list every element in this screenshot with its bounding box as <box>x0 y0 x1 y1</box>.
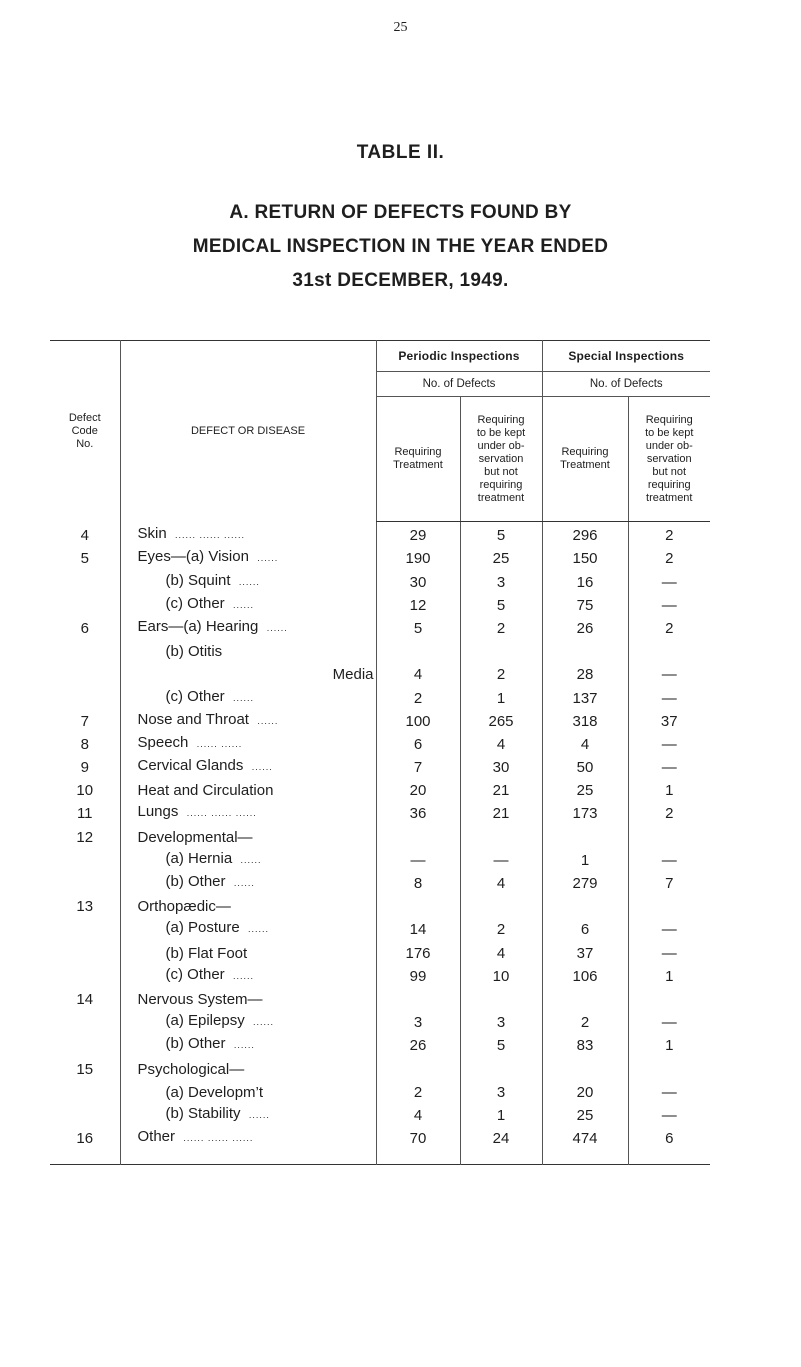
defect-name-text: Eyes—(a) Vision <box>137 548 249 566</box>
defect-name <box>120 916 376 939</box>
defect-name <box>120 708 376 731</box>
periodic-treatment-value: 20 <box>376 777 460 800</box>
table-row <box>50 615 710 638</box>
special-treatment-value <box>542 986 628 1009</box>
periodic-treatment-value: 2 <box>376 1079 460 1102</box>
page-number: 25 <box>393 20 408 35</box>
header-special-no-of-defects: No. of Defects <box>542 372 710 397</box>
leader-dots: ...... ...... ...... <box>175 530 246 541</box>
periodic-observation-value: 21 <box>460 777 542 800</box>
defect-code <box>50 916 120 939</box>
defect-name <box>120 731 376 754</box>
header-periodic-no-of-defects: No. of Defects <box>376 372 542 397</box>
periodic-observation-value: 1 <box>460 1102 542 1125</box>
defect-name <box>120 754 376 777</box>
special-treatment-value: 279 <box>542 870 628 893</box>
special-observation-value: — <box>628 661 710 684</box>
periodic-observation-value: 2 <box>460 615 542 638</box>
table-row <box>50 592 710 615</box>
defect-name-text: Nervous System— <box>137 990 263 1008</box>
header-periodic-observation: Requiring to be kept under ob- servation but not requiring treatment <box>460 397 542 522</box>
defect-code <box>50 638 120 661</box>
special-observation-value <box>628 986 710 1009</box>
defect-code: 5 <box>80 550 89 568</box>
header-special-inspections: Special Inspections <box>542 341 710 372</box>
defect-code <box>50 661 120 684</box>
defect-name-text: Developmental— <box>137 828 253 846</box>
defect-name <box>120 684 376 707</box>
defect-code: 13 <box>76 898 94 916</box>
header-special-observation: Requiring to be kept under ob- servation but not requiring treatment <box>628 397 710 522</box>
special-treatment-value: 296 <box>542 522 628 546</box>
special-treatment-value: 137 <box>542 684 628 707</box>
periodic-treatment-value: 26 <box>376 1032 460 1055</box>
leader-dots: ...... ...... ...... <box>183 1133 254 1144</box>
table-row <box>50 916 710 939</box>
defect-code <box>50 963 120 986</box>
defect-code: 7 <box>80 712 89 730</box>
special-treatment-value: 26 <box>542 615 628 638</box>
defect-name-text: Skin <box>137 525 167 543</box>
table-row <box>50 545 710 568</box>
special-treatment-value <box>542 823 628 846</box>
periodic-observation-value <box>460 986 542 1009</box>
defect-code <box>50 1079 120 1102</box>
leader-dots: ...... <box>233 970 255 981</box>
leader-dots: ...... <box>257 553 279 564</box>
defect-name-text: (b) Squint <box>165 571 231 589</box>
periodic-observation-value: — <box>460 847 542 870</box>
periodic-observation-value: 3 <box>460 1079 542 1102</box>
special-observation-value: 2 <box>628 522 710 546</box>
periodic-observation-value: 4 <box>460 731 542 754</box>
periodic-observation-value: 24 <box>460 1125 542 1165</box>
periodic-observation-value: 10 <box>460 963 542 986</box>
table-row <box>50 1055 710 1078</box>
defect-code: 9 <box>80 759 89 777</box>
defect-name <box>120 986 376 1009</box>
defect-code: 11 <box>76 805 93 823</box>
special-observation-value: 7 <box>628 870 710 893</box>
special-treatment-value: 25 <box>542 1102 628 1125</box>
defect-code <box>50 870 120 893</box>
special-treatment-value: 6 <box>542 916 628 939</box>
periodic-observation-value: 5 <box>460 592 542 615</box>
special-observation-value: 2 <box>628 615 710 638</box>
periodic-treatment-value: 190 <box>376 545 460 568</box>
leader-dots: ...... <box>233 599 255 610</box>
periodic-observation-value: 4 <box>460 939 542 962</box>
periodic-observation-value: 2 <box>460 661 542 684</box>
special-treatment-value: 474 <box>542 1125 628 1165</box>
defect-name <box>120 939 376 962</box>
header-disease: DEFECT OR DISEASE <box>120 341 376 522</box>
defect-name <box>120 638 376 661</box>
periodic-treatment-value <box>376 823 460 846</box>
periodic-treatment-value: 4 <box>376 1102 460 1125</box>
periodic-treatment-value: 29 <box>376 522 460 546</box>
periodic-observation-value: 5 <box>460 1032 542 1055</box>
defect-code <box>50 847 120 870</box>
table-row <box>50 1079 710 1102</box>
leader-dots: ...... ...... <box>196 738 243 749</box>
defect-name-text: Other <box>137 1128 176 1146</box>
defect-name-text: (a) Posture <box>165 919 240 937</box>
defect-name-text: (c) Other <box>165 594 225 612</box>
defect-name-text: (b) Other <box>165 873 226 890</box>
special-observation-value: — <box>628 1102 710 1125</box>
special-observation-value: — <box>628 847 710 870</box>
periodic-treatment-value <box>376 638 460 661</box>
subtitle-line: MEDICAL INSPECTION IN THE YEAR ENDED <box>192 236 609 257</box>
special-treatment-value: 1 <box>542 847 628 870</box>
defect-name <box>120 592 376 615</box>
special-observation-value: — <box>628 684 710 707</box>
defect-name <box>120 1032 376 1055</box>
table-row <box>50 777 710 800</box>
table-body <box>50 522 710 1165</box>
special-observation-value: 1 <box>628 777 710 800</box>
special-observation-value: — <box>628 916 710 939</box>
special-treatment-value <box>542 638 628 661</box>
defect-name-text: (a) Developm’t <box>165 1083 264 1101</box>
subtitle-line: A. RETURN OF DEFECTS FOUND BY <box>229 202 572 223</box>
defect-name <box>120 615 376 638</box>
periodic-treatment-value: 7 <box>376 754 460 777</box>
defect-code <box>50 1102 120 1125</box>
periodic-observation-value: 21 <box>460 800 542 823</box>
table-row <box>50 1102 710 1125</box>
table-row <box>50 684 710 707</box>
defect-name-text: Orthopædic— <box>137 898 231 916</box>
periodic-treatment-value <box>376 893 460 916</box>
periodic-treatment-value: 12 <box>376 592 460 615</box>
special-observation-value: 6 <box>628 1125 710 1165</box>
defect-name <box>120 1055 376 1078</box>
periodic-observation-value: 25 <box>460 545 542 568</box>
defect-name <box>120 1102 376 1125</box>
defect-name <box>120 893 376 916</box>
defect-code: 8 <box>80 735 89 753</box>
special-observation-value: — <box>628 939 710 962</box>
table-row <box>50 893 710 916</box>
header-special-treatment: Requiring Treatment <box>542 397 628 522</box>
periodic-observation-value: 5 <box>460 522 542 546</box>
table-row <box>50 847 710 870</box>
periodic-observation-value: 3 <box>460 568 542 591</box>
table-row <box>50 1032 710 1055</box>
periodic-observation-value <box>460 638 542 661</box>
leader-dots: ...... <box>240 854 262 865</box>
table-row <box>50 1009 710 1032</box>
leader-dots: ...... <box>257 715 279 726</box>
special-treatment-value: 106 <box>542 963 628 986</box>
defect-code <box>50 568 120 591</box>
special-observation-value: — <box>628 1079 710 1102</box>
table-row <box>50 731 710 754</box>
table-row <box>50 939 710 962</box>
defects-table <box>50 340 710 1165</box>
defect-code: 15 <box>76 1060 94 1078</box>
periodic-observation-value: 2 <box>460 916 542 939</box>
special-observation-value: — <box>628 731 710 754</box>
table-row <box>50 638 710 661</box>
periodic-treatment-value: 99 <box>376 963 460 986</box>
special-observation-value: 2 <box>628 545 710 568</box>
defect-name <box>120 568 376 591</box>
table-subtitle <box>0 196 801 298</box>
defect-code: 16 <box>76 1130 94 1148</box>
periodic-observation-value: 1 <box>460 684 542 707</box>
defect-name-text: Lungs <box>137 803 179 821</box>
header-periodic-treatment: Requiring Treatment <box>376 397 460 522</box>
table-row <box>50 754 710 777</box>
table-row <box>50 800 710 823</box>
special-treatment-value: 83 <box>542 1032 628 1055</box>
special-treatment-value: 16 <box>542 568 628 591</box>
defect-name-text: Nose and Throat <box>137 710 249 728</box>
periodic-treatment-value: 30 <box>376 568 460 591</box>
defect-name-text: Media <box>332 666 374 684</box>
defect-name <box>120 800 376 823</box>
defect-name-text: (b) Other <box>165 1035 226 1053</box>
special-treatment-value: 28 <box>542 661 628 684</box>
special-observation-value: 1 <box>628 963 710 986</box>
defect-name <box>120 1079 376 1102</box>
special-observation-value <box>628 1055 710 1078</box>
special-treatment-value <box>542 1055 628 1078</box>
table-row <box>50 870 710 893</box>
leader-dots: ...... <box>233 878 255 888</box>
defect-name <box>120 545 376 568</box>
special-treatment-value: 50 <box>542 754 628 777</box>
header-code: Defect Code No. <box>68 411 101 450</box>
defect-name <box>120 870 376 893</box>
defect-code: 12 <box>76 828 94 846</box>
defect-name <box>120 522 376 546</box>
defect-name-text: (b) Flat Foot <box>165 944 248 962</box>
special-treatment-value <box>542 893 628 916</box>
special-treatment-value: 75 <box>542 592 628 615</box>
periodic-treatment-value: 14 <box>376 916 460 939</box>
periodic-treatment-value: 36 <box>376 800 460 823</box>
defect-name <box>120 661 376 684</box>
special-observation-value: 37 <box>628 708 710 731</box>
special-observation-value: 2 <box>628 800 710 823</box>
periodic-treatment-value <box>376 986 460 1009</box>
table-row <box>50 568 710 591</box>
defect-code: 14 <box>76 990 94 1008</box>
periodic-treatment-value: 2 <box>376 684 460 707</box>
defect-name-text: Cervical Glands <box>137 757 244 775</box>
special-treatment-value: 318 <box>542 708 628 731</box>
special-observation-value: — <box>628 568 710 591</box>
periodic-treatment-value: 176 <box>376 939 460 962</box>
periodic-treatment-value: — <box>376 847 460 870</box>
special-treatment-value: 2 <box>542 1009 628 1032</box>
defect-name-text: (a) Epilepsy <box>165 1012 245 1030</box>
subtitle-line: 31st DECEMBER, 1949. <box>292 270 509 291</box>
special-observation-value: — <box>628 1009 710 1032</box>
special-treatment-value: 4 <box>542 731 628 754</box>
periodic-treatment-value: 3 <box>376 1009 460 1032</box>
periodic-observation-value: 265 <box>460 708 542 731</box>
special-observation-value: — <box>628 754 710 777</box>
defect-name-text: (b) Otitis <box>165 643 223 661</box>
leader-dots: ...... <box>248 1109 270 1120</box>
periodic-treatment-value: 100 <box>376 708 460 731</box>
defect-name-text: (b) Stability <box>165 1104 241 1122</box>
table-row <box>50 708 710 731</box>
defect-code: 6 <box>80 619 89 637</box>
special-treatment-value: 25 <box>542 777 628 800</box>
defect-code: 10 <box>76 782 94 800</box>
defect-name-text: Speech <box>137 733 189 751</box>
defect-name-text: Ears—(a) Hearing <box>137 617 259 635</box>
periodic-observation-value: 3 <box>460 1009 542 1032</box>
periodic-observation-value: 4 <box>460 870 542 893</box>
defect-name <box>120 777 376 800</box>
defect-code: 4 <box>80 527 89 545</box>
defect-name <box>120 1009 376 1032</box>
defect-name <box>120 823 376 846</box>
defect-name-text: (a) Hernia <box>165 849 233 867</box>
defect-code <box>50 939 120 962</box>
special-treatment-value: 37 <box>542 939 628 962</box>
special-treatment-value: 173 <box>542 800 628 823</box>
defect-name-text: Psychological— <box>137 1060 245 1078</box>
special-treatment-value: 20 <box>542 1079 628 1102</box>
table-title: TABLE II. <box>356 142 445 163</box>
periodic-observation-value <box>460 823 542 846</box>
leader-dots: ...... ...... ...... <box>186 808 257 819</box>
special-observation-value: 1 <box>628 1032 710 1055</box>
defect-name-text: (c) Other <box>165 687 225 705</box>
leader-dots: ...... <box>248 924 270 935</box>
periodic-treatment-value <box>376 1055 460 1078</box>
defect-name-text: Heat and Circulation <box>137 782 274 800</box>
header-periodic-inspections: Periodic Inspections <box>376 341 542 372</box>
special-observation-value <box>628 893 710 916</box>
table-row <box>50 522 710 546</box>
periodic-treatment-value: 4 <box>376 661 460 684</box>
defect-code <box>50 684 120 707</box>
table-row <box>50 986 710 1009</box>
defect-code <box>50 592 120 615</box>
defect-name-text: (c) Other <box>165 965 225 983</box>
leader-dots: ...... <box>233 1040 255 1051</box>
defect-code <box>50 1009 120 1032</box>
leader-dots: ...... <box>233 692 255 703</box>
special-observation-value <box>628 638 710 661</box>
leader-dots: ...... <box>266 622 288 633</box>
table-row <box>50 661 710 684</box>
periodic-treatment-value: 5 <box>376 615 460 638</box>
leader-dots: ...... <box>253 1017 275 1028</box>
periodic-treatment-value: 70 <box>376 1125 460 1165</box>
leader-dots: ...... <box>238 576 260 587</box>
defect-name <box>120 1125 376 1165</box>
special-observation-value <box>628 823 710 846</box>
defect-code <box>50 1032 120 1055</box>
defect-name <box>120 963 376 986</box>
table-row <box>50 823 710 846</box>
table-row <box>50 963 710 986</box>
leader-dots: ...... <box>251 762 273 773</box>
periodic-treatment-value: 6 <box>376 731 460 754</box>
periodic-observation-value <box>460 1055 542 1078</box>
special-observation-value: — <box>628 592 710 615</box>
defect-name <box>120 847 376 870</box>
periodic-treatment-value: 8 <box>376 870 460 893</box>
table-row <box>50 1125 710 1165</box>
periodic-observation-value <box>460 893 542 916</box>
special-treatment-value: 150 <box>542 545 628 568</box>
periodic-observation-value: 30 <box>460 754 542 777</box>
